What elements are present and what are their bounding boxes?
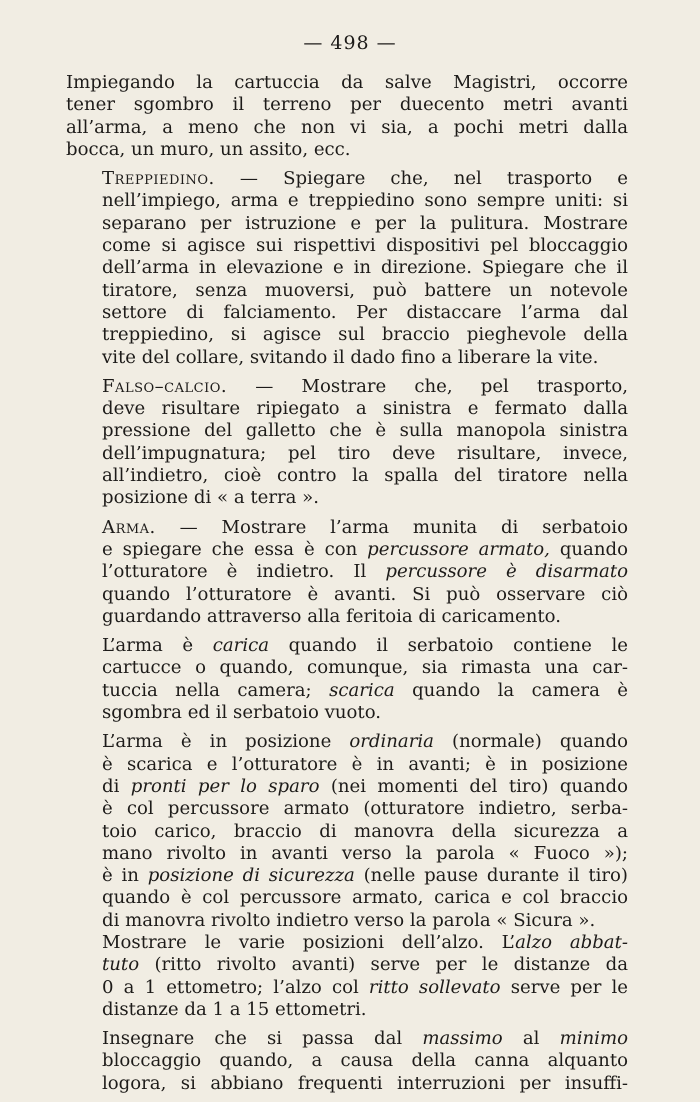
italic-term: alzo abbat-: [515, 931, 628, 953]
text-fragment: quando: [549, 538, 628, 560]
text-line: quando è col percussore armato, carica e col braccio: [102, 887, 628, 909]
text-fragment: l’otturatore è indietro. Il: [102, 561, 386, 583]
text-line: vite del collare, svitando il dado fino a liberare la vite.: [102, 346, 599, 368]
text-line: mano rivolto in avanti verso la parola « Fuoco »);: [102, 842, 628, 864]
text-line: separano per istruzione e per la pulitura. Mostrare: [102, 212, 628, 234]
text-line: [66, 168, 628, 190]
text-line: toio carico, braccio di manovra della sicurezza a: [102, 820, 628, 842]
text-line: [66, 776, 628, 798]
text-line: [66, 932, 628, 954]
text-line: logora, si abbiano frequenti interruzioni per insuffi-: [102, 1072, 628, 1094]
text-line: [66, 954, 628, 976]
text-fragment: — Spiegare che, nel trasporto e: [239, 168, 628, 190]
text-fragment: Mostrare le varie posizioni dell’alzo. L’: [102, 931, 516, 953]
section-heading: Arma.: [102, 516, 156, 538]
text-fragment: L’arma è: [102, 635, 213, 657]
text-line: è scarica e l’otturatore è in avanti; è in posizione: [102, 753, 628, 775]
italic-term: minimo: [559, 1028, 628, 1050]
paragraph-posizioni: [66, 731, 628, 932]
section-heading: Falso–calcio.: [102, 375, 228, 397]
page-number: — 498 —: [303, 32, 397, 54]
text-line: bloccaggio quando, a causa della canna alquanto: [102, 1050, 628, 1072]
text-line: pressione del galletto che è sulla manopola sinistra: [102, 420, 628, 442]
text-line: [66, 635, 628, 657]
text-line: di manovra rivolto indietro verso la parola « Sicura ».: [102, 909, 596, 931]
paragraph-carica: [66, 635, 628, 724]
italic-term: massimo: [422, 1028, 503, 1050]
text-fragment: al: [502, 1028, 560, 1050]
text-line: [66, 561, 628, 583]
text-fragment: è in: [102, 865, 148, 887]
text-line: all’arma, a meno che non vi sia, a pochi metri dalla: [66, 116, 628, 138]
text-line: come si agisce sui rispettivi dispositivi pel bloccaggio: [102, 235, 628, 257]
text-fragment: L’arma è in posizione: [102, 731, 350, 753]
paragraph-treppiedino: [66, 168, 628, 369]
text-line: tiratore, senza muoversi, può battere un notevole: [102, 279, 628, 301]
text-line: nell’impiego, arma e treppiedino sono sempre uniti: si: [102, 190, 628, 212]
italic-term: percussore è disarmato: [385, 561, 628, 583]
text-line: distanze da 1 a 15 ettometri.: [102, 998, 367, 1020]
paragraph-alzo: [66, 932, 628, 1021]
text-fragment: e spiegare che essa è con: [102, 538, 368, 560]
text-line: bocca, un muro, un assito, ecc.: [66, 138, 351, 160]
paragraph-arma: [66, 517, 628, 628]
text-line: settore di falciamento. Per distaccare l’arma dal: [102, 301, 628, 323]
text-line: [66, 731, 628, 753]
text-fragment: quando il serbatoio contiene le: [269, 635, 628, 657]
text-fragment: (ritto rivolto avanti) serve per le distanze da: [139, 954, 628, 976]
paragraph-intro: [66, 72, 628, 161]
italic-term: scarica: [329, 679, 395, 701]
text-line: Impiegando la cartuccia da salve Magistri, occorre: [66, 72, 628, 93]
text-fragment: (nei momenti del tiro) quando: [319, 775, 628, 797]
italic-term: ritto sollevato: [368, 976, 501, 998]
text-line: sgombra ed il serbatoio vuoto.: [102, 702, 382, 724]
text-line: [66, 376, 628, 398]
text-line: dell’impugnatura; pel tiro deve risultare, invece,: [102, 442, 628, 464]
italic-term: posizione di sicurezza: [147, 865, 355, 887]
text-fragment: — Mostrare l’arma munita di serbatoio: [179, 516, 628, 538]
text-line: [66, 517, 628, 539]
text-line: tener sgombro il terreno per duecento metri avanti: [66, 94, 628, 116]
text-line: posizione di « a terra ».: [102, 487, 319, 509]
text-line: [66, 977, 628, 999]
italic-term: carica: [212, 635, 270, 657]
text-line: [66, 865, 628, 887]
body-text: [66, 72, 628, 1102]
text-line: cartucce o quando, comunque, sia rimasta una car-: [102, 657, 628, 679]
text-line: guardando attraverso alla feritoia di caricamento.: [102, 605, 561, 627]
text-fragment: 0 a 1 ettometro; l’alzo col: [102, 976, 369, 998]
section-heading: Treppiedino.: [102, 168, 215, 190]
paragraph-bloccaggio: [66, 1028, 628, 1095]
italic-term: percussore armato,: [367, 538, 550, 560]
paragraph-falso-calcio: [66, 376, 628, 510]
text-line: [66, 539, 628, 561]
text-fragment: (normale) quando: [433, 731, 628, 753]
text-line: quando l’otturatore è avanti. Si può osservare ciò: [102, 583, 628, 605]
text-fragment: di: [102, 775, 131, 797]
text-line: all’indietro, cioè contro la spalla del tiratore nella: [102, 465, 628, 487]
text-fragment: tuccia nella camera;: [102, 679, 330, 701]
italic-term: tuto: [102, 954, 140, 976]
text-line: dell’arma in elevazione e in direzione. Spiegare che il: [102, 257, 628, 279]
italic-term: ordinaria: [349, 731, 434, 753]
text-line: [66, 1028, 628, 1050]
text-line: è col percussore armato (otturatore indietro, serba-: [102, 798, 628, 820]
italic-term: pronti per lo sparo: [130, 775, 320, 797]
text-fragment: quando la camera è: [394, 679, 628, 701]
text-fragment: (nelle pause durante il tiro): [354, 865, 628, 887]
text-line: treppiedino, si agisce sul braccio pieghevole della: [102, 324, 628, 346]
text-fragment: — Mostrare che, pel trasporto,: [255, 375, 628, 397]
text-fragment: Insegnare che si passa dal: [102, 1028, 423, 1050]
text-line: [66, 680, 628, 702]
text-line: deve risultare ripiegato a sinistra e fermato dalla: [102, 398, 628, 420]
text-fragment: serve per le: [500, 976, 629, 998]
